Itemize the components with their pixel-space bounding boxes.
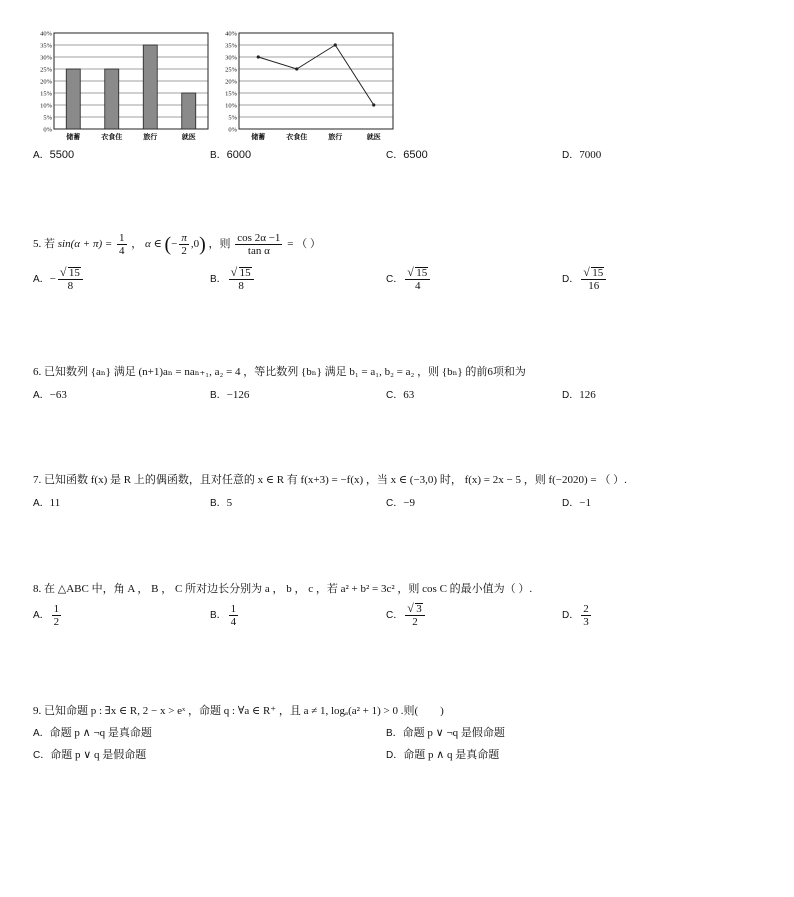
q9-option-a[interactable]: A．命题 p ∧ ¬q 是真命题 <box>33 727 152 739</box>
q5-fraction: $\frac{1}{4}$ <box>119 232 125 257</box>
y-tick-label: 0% <box>43 126 52 134</box>
y-tick-label: 40% <box>225 30 237 38</box>
y-tick-label: 15% <box>225 90 237 98</box>
line-chart <box>215 28 395 146</box>
q8-option-b[interactable]: B． $\frac{1}{4}$ <box>210 603 237 628</box>
x-tick-label: 就医 <box>366 133 381 141</box>
y-tick-label: 15% <box>40 90 52 98</box>
x-tick-label: 旅行 <box>143 133 158 141</box>
x-tick-label: 衣食住 <box>101 133 123 141</box>
y-tick-label: 40% <box>40 30 52 38</box>
q4-option-a[interactable]: A．5500 <box>33 149 75 161</box>
y-tick-label: 25% <box>40 66 52 74</box>
q5-option-a[interactable]: A．− √ $\frac{15}{8}$ <box>33 267 85 292</box>
q9-option-b[interactable]: B．命题 p ∨ ¬q 是假命题 <box>386 727 505 739</box>
q9-option-d[interactable]: D．命题 p ∧ q 是真命题 <box>386 749 500 761</box>
x-tick-label: 储蓄 <box>251 133 266 141</box>
x-tick-label: 就医 <box>181 133 196 141</box>
q5-stem: 5. 若 sin(α + π) = $\frac{1}{4}$ ， α ∈ (− $\frac{\pi}{2}$ ,0) ，则 $\frac{\cos 2\alpha -1}{\text{tan α}}$ = （ ） <box>33 232 321 257</box>
y-tick-label: 20% <box>40 78 52 86</box>
data-point <box>372 103 375 106</box>
q7-option-b[interactable]: B．5 <box>210 497 233 509</box>
q6-option-b[interactable]: B．−126 <box>210 389 250 401</box>
q6-option-c[interactable]: C．63 <box>386 389 415 401</box>
q7-option-d[interactable]: D．−1 <box>562 497 591 509</box>
y-tick-label: 5% <box>43 114 52 122</box>
y-tick-label: 30% <box>225 54 237 62</box>
y-tick-label: 25% <box>225 66 237 74</box>
y-tick-label: 0% <box>228 126 237 134</box>
q6-option-a[interactable]: A．−63 <box>33 389 67 401</box>
bar <box>182 93 196 129</box>
y-tick-label: 20% <box>225 78 237 86</box>
x-tick-label: 旅行 <box>328 133 343 141</box>
y-tick-label: 10% <box>40 102 52 110</box>
bar <box>143 45 157 129</box>
q5-option-c[interactable]: C． √ $\frac{15}{4}$ <box>386 267 432 292</box>
q8-stem: 8. 在 △ABC 中，角 A ， B ， C 所对边长分别为 a ， b ， c ，若 a² + b² = 3c² ，则 cos C 的最小值为（ ）. <box>33 583 533 595</box>
x-tick-label: 储蓄 <box>66 133 81 141</box>
series-line <box>258 45 374 105</box>
q5-expression: $\frac{\cos 2\alpha -1}{\text{tan α}}$ <box>237 232 281 257</box>
q6-stem: 6. 已知数列 {aₙ} 满足 (n+1)aₙ = naₙ₊₁, a₂ = 4 ，等比数列 {bₙ} 满足 b₁ = a₁, b₂ = a₂ ，则 {bₙ} 的前6项和为 <box>33 366 526 378</box>
q6-option-d[interactable]: D．126 <box>562 389 596 401</box>
x-tick-label: 衣食住 <box>286 133 308 141</box>
y-tick-label: 30% <box>40 54 52 62</box>
q9-stem: 9. 已知命题 p : ∃x ∈ R, 2 − x > eˣ ，命题 q : ∀a ∈ R⁺ ，且 a ≠ 1, logₐ(a² + 1) > 0 .则( ) <box>33 705 444 717</box>
q8-option-c[interactable]: C． √ $\frac{3}{2}$ <box>386 603 427 628</box>
q8-option-a[interactable]: A． $\frac{1}{2}$ <box>33 603 60 628</box>
q8-option-d[interactable]: D． $\frac{2}{3}$ <box>562 603 589 628</box>
q9-option-c[interactable]: C．命题 p ∨ q 是假命题 <box>33 749 147 761</box>
q4-option-b[interactable]: B．6000 <box>210 149 252 161</box>
q7-stem: 7. 已知函数 f(x) 是 R 上的偶函数，且对任意的 x ∈ R 有 f(x+3) = −f(x) ，当 x ∈ (−3,0) 时， f(x) = 2x − 5 ，则 f(−2020) = （ ）. <box>33 474 627 486</box>
q5-option-b[interactable]: B． √ $\frac{15}{8}$ <box>210 267 256 292</box>
data-point <box>334 43 337 46</box>
q7-option-a[interactable]: A．11 <box>33 497 61 509</box>
q4-option-c[interactable]: C．6500 <box>386 149 428 161</box>
bar-chart <box>30 28 210 146</box>
bar <box>66 69 80 129</box>
y-tick-label: 10% <box>225 102 237 110</box>
data-point <box>295 67 298 70</box>
q7-option-c[interactable]: C．−9 <box>386 497 415 509</box>
data-point <box>257 55 260 58</box>
q5-option-d[interactable]: D． √ $\frac{15}{16}$ <box>562 267 608 292</box>
y-tick-label: 35% <box>40 42 52 50</box>
bar <box>105 69 119 129</box>
y-tick-label: 35% <box>225 42 237 50</box>
q4-option-d[interactable]: D．7000 <box>562 149 602 161</box>
y-tick-label: 5% <box>228 114 237 122</box>
